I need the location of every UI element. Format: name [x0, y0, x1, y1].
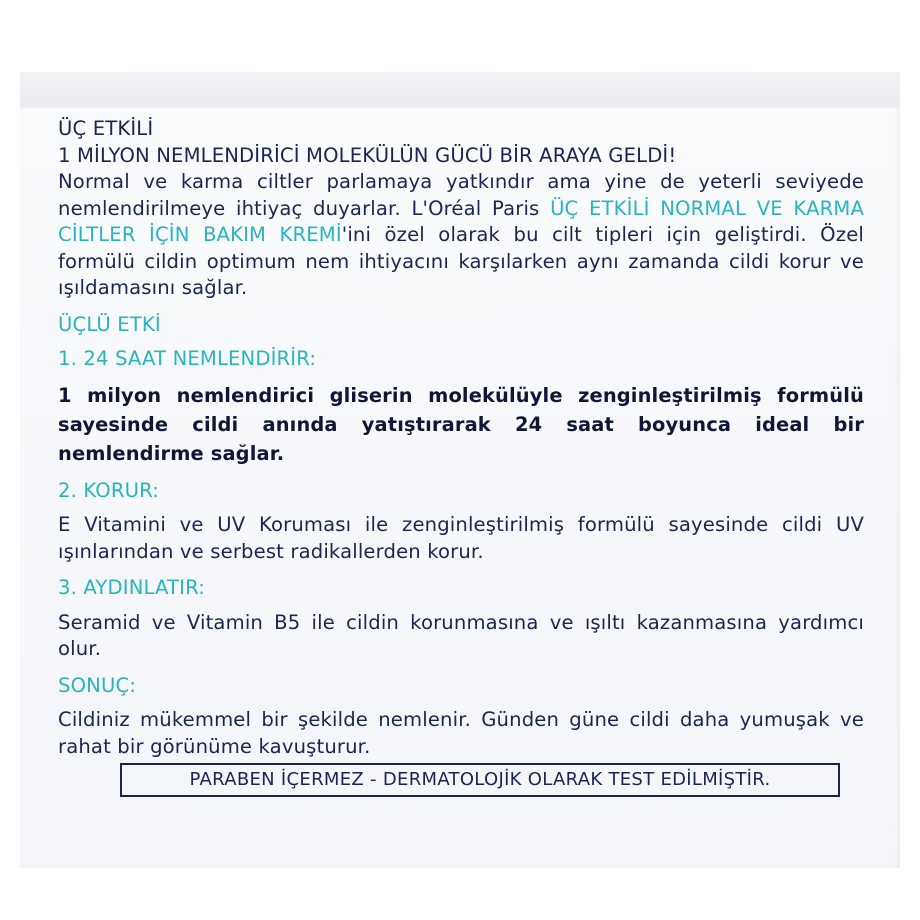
benefit-1-body: 1 milyon nemlendirici gliserin molekülüyle zenginleştirilmiş formülü sayesinde cildi anında yatıştırarak 24 saat boyunca ideal bir nemlendirme sağlar. — [58, 383, 864, 465]
benefit-3-heading: 3. AYDINLATIR: — [58, 576, 206, 599]
product-description — [58, 116, 864, 760]
paraben-free-badge: PARABEN İÇERMEZ - DERMATOLOJİK OLARAK TEST EDİLMİŞTİR. — [120, 763, 840, 797]
benefit-1-heading: 1. 24 SAAT NEMLENDİRİR: — [58, 347, 317, 370]
package-top-edge — [20, 72, 900, 110]
result-heading: SONUÇ: — [58, 673, 137, 697]
intro-text-continued: 'ini özel olarak bu cilt tipleri için geliştirdi. Özel formülü cildin optimum nem ihtiyacını karşılarken aynı zamanda cildi korur ve ışıldamasını sağlar. — [58, 223, 864, 299]
result-body: Cildiniz mükemmel bir şekilde nemlenir. Günden güne cildi daha yumuşak ve rahat bir görünüme kavuşturur. — [58, 708, 864, 758]
benefit-2-body: E Vitamini ve UV Koruması ile zenginleştirilmiş formülü sayesinde cildi UV ışınlarından ve serbest radikallerden korur. — [58, 513, 864, 563]
benefit-2-heading: 2. KORUR: — [58, 478, 160, 502]
product-title: ÜÇ ETKİLİ — [58, 117, 154, 140]
intro-text: Normal ve karma ciltler parlamaya yatkındır ama yine de yeterli seviyede nemlendirilmeye ihtiyaç duyarlar. L'Oréal Paris — [58, 170, 864, 220]
intro-paragraph — [58, 169, 864, 302]
product-name-highlight: ÜÇ ETKİLİ NORMAL VE KARMA CİLTLER İÇİN BAKIM KREMİ — [58, 196, 864, 246]
benefit-3-body: Seramid ve Vitamin B5 ile cildin korunmasına ve ışıltı kazanmasına yardımcı olur. — [58, 610, 864, 660]
section-title: ÜÇLÜ ETKİ — [58, 312, 161, 336]
product-subtitle: 1 MİLYON NEMLENDİRİCİ MOLEKÜLÜN GÜCÜ BİR ARAYA GELDİ! — [58, 143, 677, 167]
